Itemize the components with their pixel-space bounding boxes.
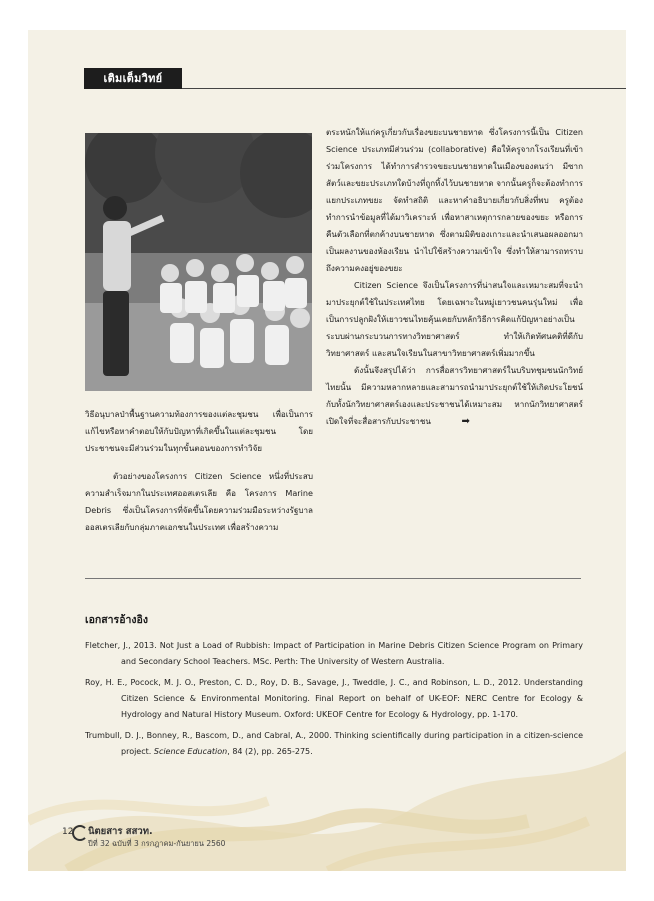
page-number: 12 [62, 827, 74, 837]
reference-item-text: Trumbull, D. J., Bonney, R., Bascom, D., and Cabral, A., 2000. Thinking scientifically during participation in a citizen-science project. [85, 731, 583, 756]
right-paragraph-3-text: ดังนั้นจึงสรุปได้ว่า การสื่อสารวิทยาศาสตร์ในบริบทชุมชนนักวิทย์ไทยนั้น มีความหลากหลายและสามารถนำมาประยุกต์ใช้ให้เกิดประโยชน์กับทั้งนักวิทยาศาสตร์เองและประชาชนได้เหมาะสม หากนักวิทยาศาสตร์เปิดใจที่จะสื่อสารกับประชาชน [326, 365, 583, 426]
end-arrow-icon: ➡ [461, 416, 470, 427]
magazine-name: นิตยสาร สสวท. [88, 826, 153, 837]
reference-item-tail: , 84 (2), pp. 265-275. [227, 747, 313, 756]
references-divider [85, 578, 581, 579]
left-text-column [85, 406, 313, 536]
reference-item: Fletcher, J., 2013. Not Just a Load of Rubbish: Impact of Participation in Marine Debris Citizen Science Program on Primary and Secondary School Teachers. MSc. Perth: The University of Western Australia. [85, 641, 583, 666]
right-paragraph-2: Citizen Science จึงเป็นโครงการที่น่าสนใจและเหมาะสมที่จะนำมาประยุกต์ใช้ในประเทศไทย โดยเฉพาะในหมู่เยาวชนคนรุ่นใหม่ เพื่อเป็นการปลูกฝังให้เยาวชนไทยคุ้นเคยกับหลักวิธีการคิดแก้ปัญหาอย่างเป็นระบบผ่านกระบวนการทางวิทยาศาสตร์ ทำให้เกิดทัศนคติที่ดีกับวิทยาศาสตร์ และสนใจเรียนในสาขาวิทยาศาสตร์เพิ่มมากขึ้น [326, 280, 583, 358]
left-paragraph-1: วิธีอนุบาลป่าพื้นฐานความท้องการของแต่ละชุมชน เพื่อเป็นการแก้ไขหรือหาคำตอบให้กับปัญหาที่เกิดขึ้นในแต่ละชุมชน โดยประชาชนจะมีส่วนร่วมในทุกขั้นตอนของการทำวิจัย [85, 409, 313, 453]
references-title: เอกสารอ้างอิง [85, 614, 148, 626]
photo-image [85, 133, 312, 391]
magazine-page [28, 30, 626, 871]
right-paragraph-1: ตระหนักให้แก่ครูเกี่ยวกับเรื่องขยะบนชายหาด ซึ่งโครงการนี้เป็น Citizen Science ประเภทมีส่วนร่วม (collaborative) คือให้ครูจากโรงเรียนที่เข้าร่วมโครงการ ได้ทำการสำรวจขยะบนชายหาดในเมืองของตนว่า มีซากสัตว์และขยะประเภทใดบ้างที่ถูกทิ้งไว้บนชายหาด จากนั้นครูก็จะต้องทำการแยกประเภทขยะ จัดทำสถิติ และหาคำอธิบายเกี่ยวกับสิ่งที่พบ ครูต้องทำการนำข้อมูลที่ได้มาวิเคราะห์ เพื่อหาสาเหตุการกลายของขยะ หรือการคืนตัวเลือกที่ตกค้างบนชายหาด ซึ่งตามมิติของเกาะและนำเสนอผลออกมาเป็นผลงานของห้องเรียน นำไปใช้สร้างความเข้าใจ ซึ่งทำให้สามารถทราบถึงความคงอยู่ของขยะ [326, 127, 583, 273]
magazine-logo-icon [72, 825, 88, 841]
issue-info: ปีที่ 32 ฉบับที่ 3 กรกฎาคม-กันยายน 2560 [88, 839, 226, 848]
section-tag: เติมเต็มวิทย์ [84, 68, 182, 89]
right-text-column [326, 124, 583, 430]
photo-students-outdoor [85, 133, 312, 391]
left-paragraph-2: ตัวอย่างของโครงการ Citizen Science หนึ่งที่ประสบความสำเร็จมากในประเทศออสเตรเลีย คือ โครงการ Marine Debris ซึ่งเป็นโครงการที่จัดขึ้นโดยความร่วมมือระหว่างรัฐบาลออสเตรเลียกับกลุ่มภาคเอกชนในประเทศ เพื่อสร้างความ [85, 471, 313, 532]
reference-journal: Science Education [153, 747, 228, 756]
right-paragraph-3 [326, 362, 583, 430]
reference-item [85, 728, 583, 760]
references-list [85, 638, 583, 765]
reference-item: Roy, H. E., Pocock, M. J. O., Preston, C. D., Roy, D. B., Savage, J., Tweddle, J. C., and Robinson, L. D., 2012. Understanding Citizen Science & Environmental Monitoring. Final Report on behalf of UK-EOF: NERC Centre for Ecology & Hydrology and Natural History Museum. Oxford: UKEOF Centre for Ecology & Hydrology, pp. 1-170. [85, 678, 583, 719]
